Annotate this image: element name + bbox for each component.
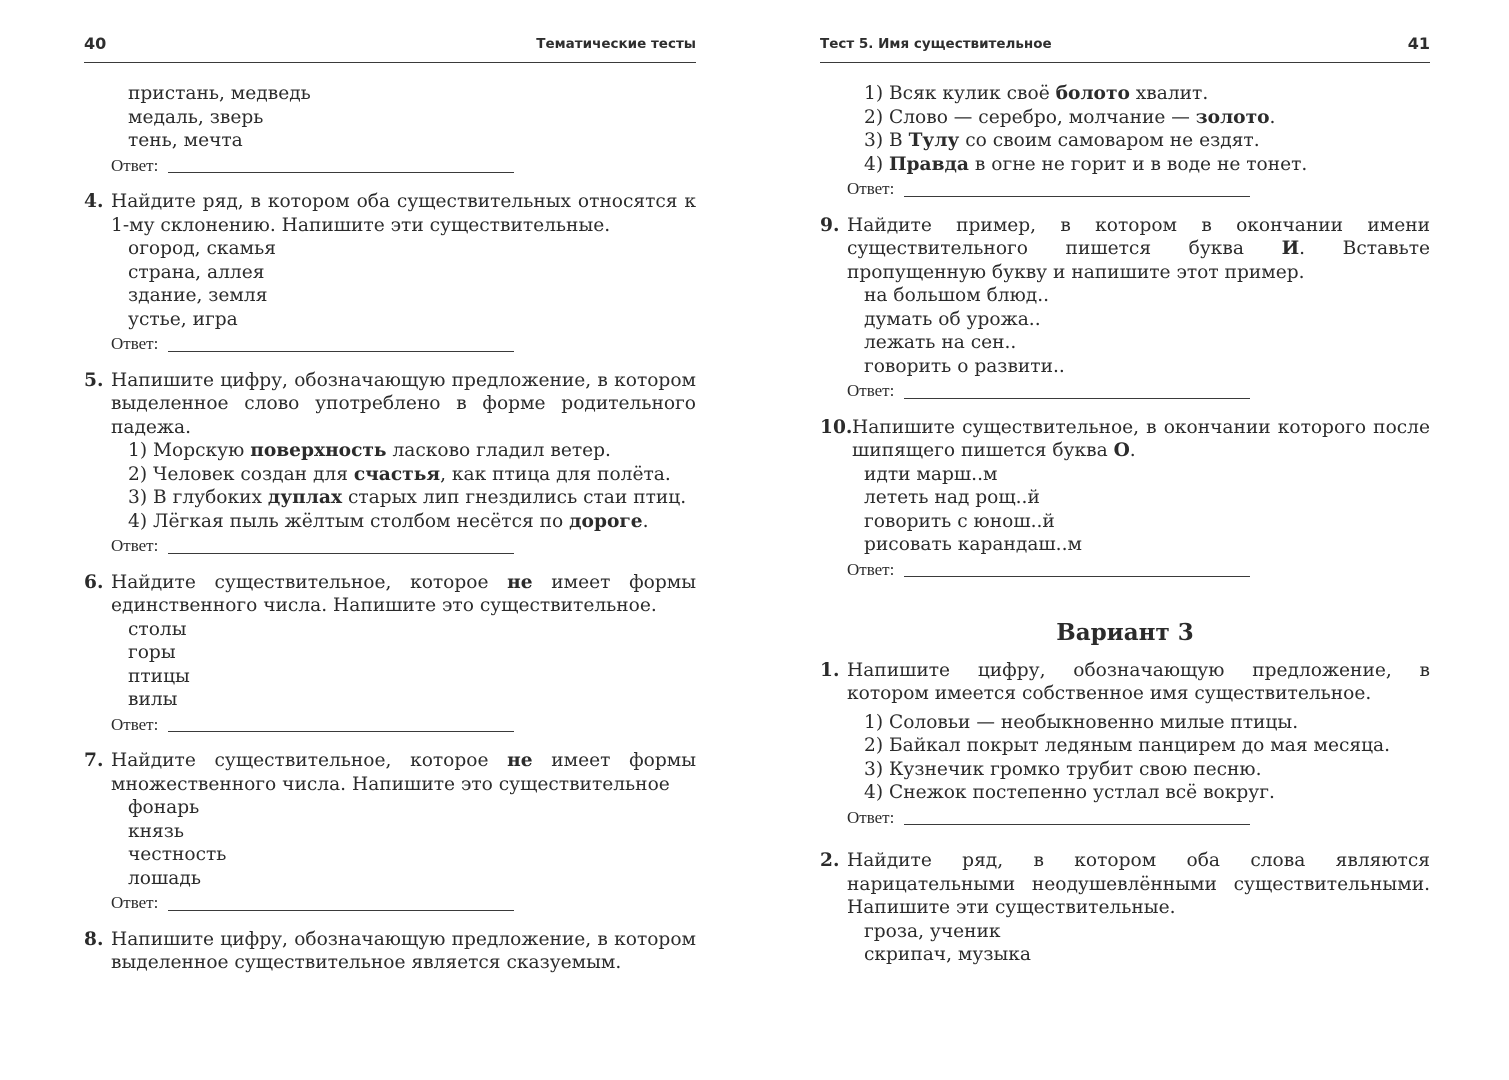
task-text-part: . [1129,440,1136,461]
task-text: Напишите цифру, обозначающую предложение, в котором выделенное существительное является сказуемым. [111,928,696,973]
task-5 [84,369,696,558]
answer-label: Ответ: [847,807,895,827]
variant-heading: Вариант 3 [1056,619,1194,646]
answer-line[interactable] [904,398,1250,399]
option: страна, аллея [128,261,265,283]
option: огород, скамья [128,238,276,259]
option-number: 3) [864,130,884,151]
sentence-option [847,106,1430,130]
sentence-text: Морскую [153,440,251,461]
answer-row [111,713,696,737]
task-text [847,214,1430,285]
option: говорить с юнош..й [864,510,1055,532]
option: устье, игра [128,308,238,330]
answer-label: Ответ: [111,714,159,734]
highlighted-word: поверхность [250,440,387,461]
task-8 [84,928,696,975]
emphasis: И [1281,238,1300,259]
option: гроза, ученик [864,920,1001,942]
running-title: Тематические тесты [536,36,696,52]
task-text [111,749,696,796]
page-number: 41 [1407,34,1430,53]
option-number: 2) [864,106,884,128]
sentence-text: . [642,510,649,532]
answer-row [111,332,696,356]
option: скрипач, музыка [864,944,1031,965]
task-number: 6. [84,571,104,593]
task-number: 9. [820,214,840,236]
option: думать об урожа.. [864,308,1041,330]
emphasis: не [507,571,533,593]
page-number: 40 [84,34,107,53]
option-number: 3) [128,487,148,508]
task-text [852,416,1430,463]
option: идти марш..м [864,463,998,485]
sentence-text: Байкал покрыт ледяным панцирем до мая месяца. [889,735,1391,756]
answer-label: Ответ: [847,179,895,198]
task-text-part: Найдите существительное, которое [111,750,508,771]
task-number: 10. [820,416,853,438]
highlighted-word: Тулу [908,130,960,151]
highlighted-word: Правда [889,153,969,175]
answer-line[interactable] [168,910,514,911]
sentence-text: Кузнечик громко трубит свою песню. [889,758,1262,780]
sentence-text: Человек создан для [153,463,354,485]
emphasis: О [1113,440,1130,461]
option-number: 2) [864,735,884,756]
task-text-part: Напишите существительное, в окончании которого после шипящего пишется буква [852,416,1430,461]
answer-label: Ответ: [111,334,159,353]
option: вилы [128,689,178,710]
answer-label: Ответ: [847,381,895,400]
answer-line[interactable] [904,576,1250,577]
answer-row [847,806,1430,830]
sentence-option [847,734,1430,758]
answer-line[interactable] [904,824,1250,825]
option: горы [128,642,176,663]
task-text-part: Найдите пример, в котором в окончании имени существительного пишется буква [847,214,1430,259]
answer-row [847,379,1430,403]
option-number: 4) [864,782,884,803]
option-number: 1) [864,711,884,733]
answer-line[interactable] [168,351,514,352]
continued-task-8 [820,82,1430,201]
option: медаль, зверь [128,106,264,128]
continued-task-3 [84,82,696,177]
sentence-text: . [1269,106,1276,128]
sentence-option [847,711,1430,735]
option: князь [128,820,185,842]
task-text: Найдите ряд, в котором оба существительных относятся к 1-му склонению. Напишите эти существительные. [111,191,696,236]
answer-line[interactable] [904,196,1250,197]
sentence-text: Слово — серебро, молчание — [889,106,1196,128]
sentence-option [847,129,1430,153]
task-text-part: имеет формы единственного числа. Напишите это существительное. [111,571,696,616]
option-number: 1) [864,83,884,104]
sentence-text: Всяк кулик своё [889,83,1056,104]
task-number: 4. [84,191,104,212]
variant-task-2 [820,849,1430,967]
answer-row [111,891,696,915]
highlighted-word: дуплах [267,487,343,508]
sentence-option [111,486,696,510]
variant-task-1 [820,659,1430,830]
answer-label: Ответ: [111,893,159,912]
task-number: 1. [820,659,840,681]
option: честность [128,844,227,865]
answer-label: Ответ: [847,559,895,579]
highlighted-word: дороге [569,510,643,532]
option: лететь над рощ..й [864,487,1040,508]
highlighted-word: золото [1195,106,1270,128]
answer-row [84,154,696,178]
answer-label: Ответ: [111,536,159,555]
answer-row [111,534,696,558]
sentence-text: ласково гладил ветер. [386,440,611,461]
option: тень, мечта [128,130,243,151]
task-text-part: Найдите существительное, которое [111,571,508,593]
task-text [111,571,696,618]
answer-line[interactable] [168,172,514,173]
answer-row [847,558,1430,582]
task-text-part: имеет формы множественного числа. Напишите это существительное [111,750,696,795]
task-text: Напишите цифру, обозначающую предложение, в котором имеется собственное имя существительное. [847,659,1430,704]
sentence-option [847,82,1430,106]
option: здание, земля [128,285,268,306]
task-number: 2. [820,850,840,871]
right-content [820,80,1430,967]
sentence-text: Соловьи — необыкновенно милые птицы. [889,711,1299,733]
option-number: 2) [128,463,148,485]
option: на большом блюд.. [864,285,1050,306]
task-number: 5. [84,369,104,391]
task-text-part: . Вставьте пропущенную букву и напишите этот пример. [847,238,1430,283]
task-9 [820,214,1430,403]
option: лошадь [128,867,201,889]
task-10 [820,416,1430,582]
answer-line[interactable] [168,553,514,554]
sentence-option [847,153,1430,177]
task-7 [84,749,696,915]
answer-row [847,177,1430,201]
sentence-option [111,463,696,487]
option: птицы [128,665,190,687]
sentence-option [111,439,696,463]
task-text: Найдите ряд, в котором оба слова являются нарицательными неодушевлёнными существительными. Напишите эти существительные. [847,850,1430,918]
task-text: Напишите цифру, обозначающую предложение, в котором выделенное слово употреблено в форме родительного падежа. [111,369,696,438]
sentence-text: Лёгкая пыль жёлтым столбом несётся по [153,510,570,532]
option: лежать на сен.. [864,332,1017,353]
option: фонарь [128,797,200,818]
answer-label: Ответ: [111,155,159,175]
sentence-text: в огне не горит и в воде не тонет. [968,153,1308,175]
highlighted-word: болото [1055,83,1130,104]
emphasis: не [507,750,533,771]
running-head [820,34,1430,56]
sentence-text: В глубоких [153,487,268,508]
sentence-option [847,781,1430,805]
option: пристань, медведь [128,83,311,104]
highlighted-word: счастья [353,463,441,485]
header-rule [84,62,696,63]
running-title: Тест 5. Имя существительное [820,36,1052,52]
option-number: 1) [128,440,148,461]
running-head [84,34,696,56]
sentence-text: со своим самоваром не ездят. [959,130,1260,151]
option-number: 4) [128,510,148,532]
option-number: 4) [864,153,884,175]
header-rule [820,62,1430,63]
task-4 [84,190,696,356]
sentence-text: старых лип гнездились стаи птиц. [342,487,687,508]
sentence-text: , как птица для полёта. [440,463,671,485]
task-6 [84,571,696,737]
sentence-text: Снежок постепенно устлал всё вокруг. [889,782,1275,803]
left-content [84,80,696,975]
answer-line[interactable] [168,731,514,732]
sentence-text: хвалит. [1129,83,1209,104]
task-number: 8. [84,928,104,950]
sentence-option [111,510,696,534]
task-number: 7. [84,750,104,771]
option-number: 3) [864,758,884,780]
sentence-option [847,758,1430,782]
option: говорить о развити.. [864,355,1065,377]
option: столы [128,618,187,640]
sentence-text: В [889,130,909,151]
option: рисовать карандаш..м [864,534,1082,555]
